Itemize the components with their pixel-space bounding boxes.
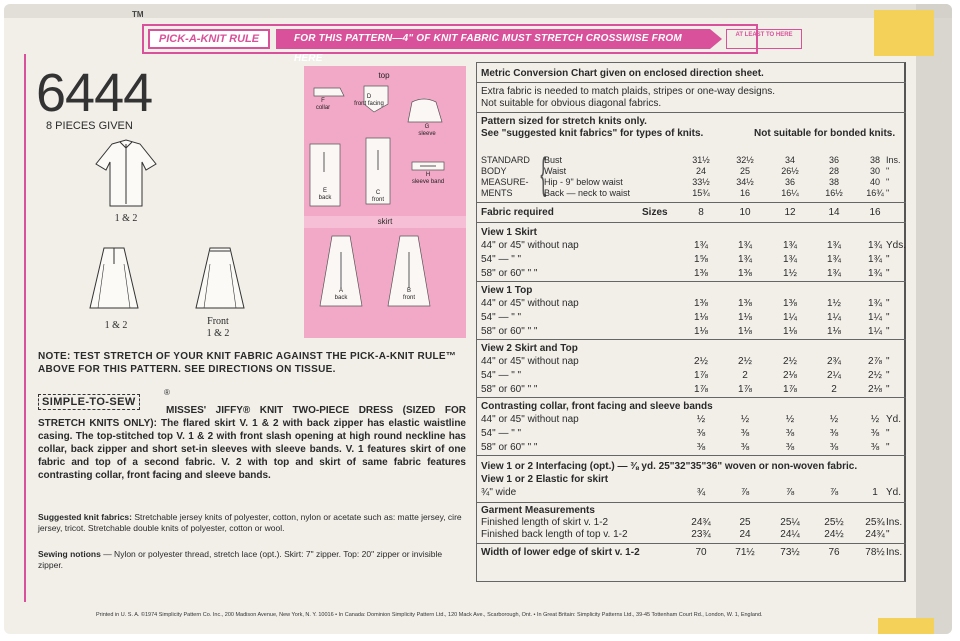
stretch-to-box: AT LEAST TO HERE [726, 29, 802, 49]
elastic-row-unit: Yd. [886, 487, 902, 498]
yardage-row-value: 2⅞ [868, 356, 882, 367]
yardage-row-value: 1½ [827, 298, 841, 309]
yardage-row-value: 1¾ [868, 254, 882, 265]
body-measure-label: MEASURE- [481, 177, 529, 187]
yardage-row-label: 58" or 60" " " [481, 384, 538, 395]
piece-A: A back [334, 288, 348, 301]
yardage-row-value: 2¼ [827, 370, 841, 381]
piece-G: G sleeve [418, 124, 436, 137]
divider [476, 397, 906, 398]
stretch-banner: FOR THIS PATTERN—4" OF KNIT FABRIC MUST STRETCH CROSSWISE FROM HERE [276, 29, 710, 49]
yardage-row-value: 1⅜ [783, 298, 797, 309]
skirt-width-row-unit: Ins. [886, 547, 903, 558]
body-row-value: 16¾ [866, 188, 884, 198]
yardage-row-value: 1⅜ [738, 268, 752, 279]
skirt-back-sketch [88, 244, 140, 312]
garment-row-value: 24¾ [865, 529, 885, 540]
envelope-top-edge [4, 4, 952, 18]
divider [476, 281, 906, 282]
piece-B: B front [402, 288, 415, 301]
yardage-row-label: 54" — " " [481, 370, 522, 381]
pattern-description: MISSES' JIFFY® KNIT TWO-PIECE DRESS (SIZED FOR STRETCH KNITS ONLY): The flared skirt V. 1 & 2 with back zipper has elastic waistline casing. The top-stitched top V. 1 & 2 with front slash opening at high round neckline has collar, back zipper and short set-in sleeves with sleeve bands. V. 1 features skirt of one fabric and top of a second fabric. V. 2 with top and skirt of same fabric features contrasting collar, front facing and sleeve bands. [38, 405, 466, 481]
yardage-row-value: 2½ [694, 356, 708, 367]
body-measure-label: MENTS [481, 188, 513, 198]
body-row-value: 38 [869, 155, 880, 165]
yardage-row-value: ⅜ [740, 428, 750, 439]
elastic-title: View 1 or 2 Elastic for skirt [481, 474, 609, 485]
yardage-row-label: 58" or 60" " " [481, 442, 538, 453]
divider [476, 112, 906, 113]
registered-mark: ® [164, 388, 170, 397]
body-row-label: Hip - 9" below waist [544, 177, 623, 187]
elastic-row-value: ⅞ [829, 487, 839, 498]
garment-row-unit: Ins. [886, 517, 903, 528]
yardage-row-value: 1⅜ [738, 298, 752, 309]
yardage-row-value: 1½ [783, 268, 797, 279]
yardage-row-value: 1¾ [868, 268, 882, 279]
yardage-row-value: ⅜ [696, 442, 706, 453]
yardage-row-value: 1¾ [783, 240, 797, 251]
front-label: Front [207, 316, 229, 327]
size-header-8: 8 [698, 207, 704, 218]
simple-to-sew-logo: SIMPLE-TO-SEW [38, 394, 140, 410]
section-title: View 1 Skirt [481, 227, 537, 238]
yardage-row-unit: " [886, 326, 890, 337]
yardage-row-value: ½ [829, 414, 839, 425]
extra-fabric-note: Extra fabric is needed to match plaids, stripes or one-way designs. [481, 86, 776, 97]
garment-row-value: 25 [739, 517, 751, 528]
yardage-row-unit: " [886, 268, 890, 279]
interfacing-note: View 1 or 2 Interfacing (opt.) — ⅜ yd. 25"32"35"36" woven or non-woven fabric. [481, 461, 858, 472]
yardage-row-value: ⅜ [785, 428, 795, 439]
yardage-row-value: ½ [870, 414, 880, 425]
yardage-row-value: ⅜ [829, 442, 839, 453]
divider [476, 202, 906, 203]
elastic-row-value: 1 [872, 487, 878, 498]
elastic-row-label: ¾" wide [481, 487, 517, 498]
trademark-mark: TM [132, 10, 144, 19]
skirt-views-label: 1 & 2 [104, 320, 128, 331]
yardage-row-label: 44" or 45" without nap [481, 414, 579, 425]
yardage-row-value: 2½ [783, 356, 797, 367]
elastic-row-value: ⅞ [740, 487, 750, 498]
yardage-row-unit: " [886, 254, 890, 265]
fabric-required-label: Fabric required [481, 207, 554, 218]
body-measure-label: STANDARD [481, 155, 530, 165]
piece-F: F collar [315, 98, 331, 111]
sizes-label: Sizes [642, 207, 668, 218]
yardage-row-unit: " [886, 298, 890, 309]
section-title: View 1 Top [481, 285, 533, 296]
body-row-label: Back — neck to waist [544, 188, 631, 198]
sewing-notions: Sewing notions — Nylon or polyester thread, stretch lace (opt.). Skirt: 7" zipper. Top: 20" zipper or invisible zipper. [38, 549, 443, 570]
yardage-row-value: 2⅛ [783, 370, 797, 381]
yardage-row-value: 1¾ [827, 268, 841, 279]
skirt-width-row-value: 73½ [780, 547, 800, 558]
body-row-value: 31½ [692, 155, 710, 165]
yardage-row-value: 2¾ [827, 356, 841, 367]
body-row-value: 28 [828, 166, 839, 176]
body-row-value: 16¼ [781, 188, 799, 198]
yardage-row-value: 1⅞ [783, 384, 797, 395]
yardage-row-value: 1¾ [738, 240, 752, 251]
body-row-value: 24 [695, 166, 706, 176]
skirt-width-row-value: 70 [695, 547, 707, 558]
yardage-row-value: 1⅞ [694, 384, 708, 395]
divider [476, 222, 906, 223]
yardage-row-value: 2 [831, 384, 837, 395]
yellow-tab [874, 10, 934, 56]
garment-row-value: 25¼ [780, 517, 800, 528]
piece-D: D front facing [354, 94, 384, 107]
pick-a-knit-label: PICK-A-KNIT RULE [148, 29, 270, 49]
body-row-unit: Ins. [886, 155, 901, 165]
body-row-value: 34½ [736, 177, 754, 187]
size-header-12: 12 [784, 207, 796, 218]
divider [476, 455, 906, 456]
garment-row-value: 24½ [824, 529, 844, 540]
garment-row-value: 25½ [824, 517, 844, 528]
size-header-10: 10 [739, 207, 751, 218]
yardage-row-value: 1¾ [738, 254, 752, 265]
yardage-row-value: ⅜ [870, 442, 880, 453]
printed-credits: Printed in U. S. A. ©1974 Simplicity Pattern Co. Inc., 200 Madison Avenue, New York, N. Y. 10016 • In Canada: Dominion Simplicity Pattern Ltd., 120 Mack Ave., Scarborough, Ont. • In Great Britain: Simplicity Patterns Ltd., 39-45 Tottenham Court Rd., London, W. 1, England. [96, 612, 763, 618]
metric-chart-note: Metric Conversion Chart given on enclosed direction sheet. [481, 68, 764, 79]
yardage-row-unit: " [886, 312, 890, 323]
bonded-knits-note: Not suitable for bonded knits. [754, 128, 896, 139]
skirt-width-row-label: Width of lower edge of skirt v. 1-2 [481, 547, 640, 558]
body-row-value: 34 [784, 155, 795, 165]
stretch-knits-note: Pattern sized for stretch knits only. [481, 116, 647, 127]
body-row-value: 38 [828, 177, 839, 187]
yardage-row-value: 1¼ [783, 312, 797, 323]
skirt-width-row-value: 71½ [735, 547, 755, 558]
piece-E: E back [318, 188, 332, 201]
size-header-14: 14 [828, 207, 840, 218]
suggested-fabrics: Suggested knit fabrics: Stretchable jersey knits of polyester, cotton, nylon or acetate such as: matte jersey, cire jersey, tricot. Stretchable double knits of polyester, cotton or wool. [38, 512, 462, 533]
pattern-pieces-chart [304, 66, 466, 338]
body-row-value: 40 [869, 177, 880, 187]
yardage-row-label: 54" — " " [481, 254, 522, 265]
body-row-value: 26½ [781, 166, 799, 176]
body-row-unit: " [886, 188, 890, 198]
envelope-right-edge [916, 4, 952, 634]
size-header-16: 16 [869, 207, 881, 218]
divider [476, 339, 906, 340]
garment-row-value: 24 [739, 529, 751, 540]
yardage-row-value: 1⅛ [738, 312, 752, 323]
body-row-unit: " [886, 177, 890, 187]
body-measure-label: BODY [481, 166, 507, 176]
yardage-row-value: ⅜ [785, 442, 795, 453]
yardage-row-value: ⅜ [696, 428, 706, 439]
yardage-row-value: 1⅜ [694, 268, 708, 279]
yardage-row-unit: " [886, 384, 890, 395]
yardage-row-value: 1¾ [827, 240, 841, 251]
yardage-row-value: ⅜ [870, 428, 880, 439]
garment-row-value: 24¼ [780, 529, 800, 540]
yardage-row-value: ½ [785, 414, 795, 425]
yardage-row-value: ⅜ [829, 428, 839, 439]
piece-C: C front [371, 190, 384, 203]
suggested-knits-ref: See "suggested knit fabrics" for types of knits. [481, 128, 704, 139]
divider [476, 502, 906, 503]
yardage-row-label: 44" or 45" without nap [481, 298, 579, 309]
yardage-row-value: 1⅛ [694, 326, 708, 337]
yardage-row-value: 1⅜ [694, 298, 708, 309]
yardage-row-label: 54" — " " [481, 428, 522, 439]
pick-a-knit-rule [142, 24, 793, 64]
body-row-value: 15¾ [692, 188, 710, 198]
body-row-label: Bust [544, 155, 563, 165]
section-title: Contrasting collar, front facing and sleeve bands [481, 401, 713, 412]
yardage-row-value: 1¾ [783, 254, 797, 265]
yardage-row-value: ⅜ [740, 442, 750, 453]
brace: { [540, 149, 547, 198]
body-row-unit: " [886, 166, 890, 176]
top-views-label: 1 & 2 [114, 213, 138, 224]
yardage-row-unit: " [886, 442, 890, 453]
body-row-value: 36 [828, 155, 839, 165]
garment-row-value: 25¾ [865, 517, 885, 528]
piece-H: H sleeve band [411, 172, 445, 185]
body-row-value: 30 [869, 166, 880, 176]
diagonal-note: Not suitable for obvious diagonal fabrics. [481, 98, 662, 109]
yardage-row-label: 44" or 45" without nap [481, 240, 579, 251]
yardage-row-value: 1¼ [827, 312, 841, 323]
garment-row-label: Finished back length of top v. 1-2 [481, 529, 628, 540]
yardage-row-value: 2⅛ [868, 384, 882, 395]
yardage-row-value: 1¾ [827, 254, 841, 265]
body-row-value: 25 [739, 166, 750, 176]
yardage-row-value: 1⅝ [694, 254, 708, 265]
garment-row-value: 23¾ [691, 529, 711, 540]
elastic-row-value: ¾ [696, 487, 706, 498]
body-row-label: Waist [544, 166, 567, 176]
yardage-row-value: 1⅛ [738, 326, 752, 337]
elastic-row-value: ⅞ [785, 487, 795, 498]
yardage-row-label: 58" or 60" " " [481, 326, 538, 337]
body-row-value: 36 [784, 177, 795, 187]
yardage-row-value: 1⅛ [694, 312, 708, 323]
yardage-row-value: 1⅞ [738, 384, 752, 395]
divider [476, 82, 906, 83]
yardage-row-value: 2 [742, 370, 748, 381]
yardage-row-value: 1¼ [868, 312, 882, 323]
skirt-width-row-value: 76 [828, 547, 840, 558]
body-row-value: 16 [739, 188, 750, 198]
body-row-value: 33½ [692, 177, 710, 187]
top-sketch [90, 138, 162, 210]
section-title: View 2 Skirt and Top [481, 343, 578, 354]
yardage-row-value: 1⅞ [694, 370, 708, 381]
garment-row-unit: " [886, 529, 890, 540]
yardage-row-label: 44" or 45" without nap [481, 356, 579, 367]
yardage-row-unit: " [886, 428, 890, 439]
yardage-row-label: 58" or 60" " " [481, 268, 538, 279]
garment-title: Garment Measurements [481, 505, 595, 516]
garment-row-label: Finished length of skirt v. 1-2 [481, 517, 609, 528]
yardage-row-value: ½ [740, 414, 750, 425]
yardage-row-value: 2½ [738, 356, 752, 367]
yardage-row-value: ½ [696, 414, 706, 425]
yardage-row-unit: " [886, 356, 890, 367]
top-heading: top [378, 71, 390, 80]
pieces-given: 8 PIECES GIVEN [46, 120, 133, 132]
yardage-row-value: 1⅛ [783, 326, 797, 337]
yardage-row-value: 1¾ [868, 240, 882, 251]
yardage-row-value: 1¾ [868, 298, 882, 309]
body-row-value: 16½ [825, 188, 843, 198]
yardage-row-unit: Yd. [886, 414, 902, 425]
yardage-row-unit: Yds. [886, 240, 907, 251]
stretch-note: NOTE: TEST STRETCH OF YOUR KNIT FABRIC AGAINST THE PICK-A-KNIT RULE™ ABOVE FOR THIS PATTERN. SEE DIRECTIONS ON TISSUE. [38, 351, 457, 375]
yellow-tab-bottom [878, 618, 934, 634]
pattern-number: 6444 [36, 63, 153, 123]
garment-row-value: 24¾ [691, 517, 711, 528]
yardage-row-unit: " [886, 370, 890, 381]
skirt-heading: skirt [304, 216, 466, 228]
yardage-row-value: 1¾ [694, 240, 708, 251]
yardage-row-value: 1¼ [868, 326, 882, 337]
skirt-front-sketch [194, 244, 246, 312]
body-row-value: 32½ [736, 155, 754, 165]
skirt-width-row-value: 78½ [865, 547, 885, 558]
divider [476, 543, 906, 544]
yardage-row-label: 54" — " " [481, 312, 522, 323]
yardage-row-value: 1⅛ [827, 326, 841, 337]
front-views-label: 1 & 2 [206, 328, 230, 339]
yardage-row-value: 2½ [868, 370, 882, 381]
